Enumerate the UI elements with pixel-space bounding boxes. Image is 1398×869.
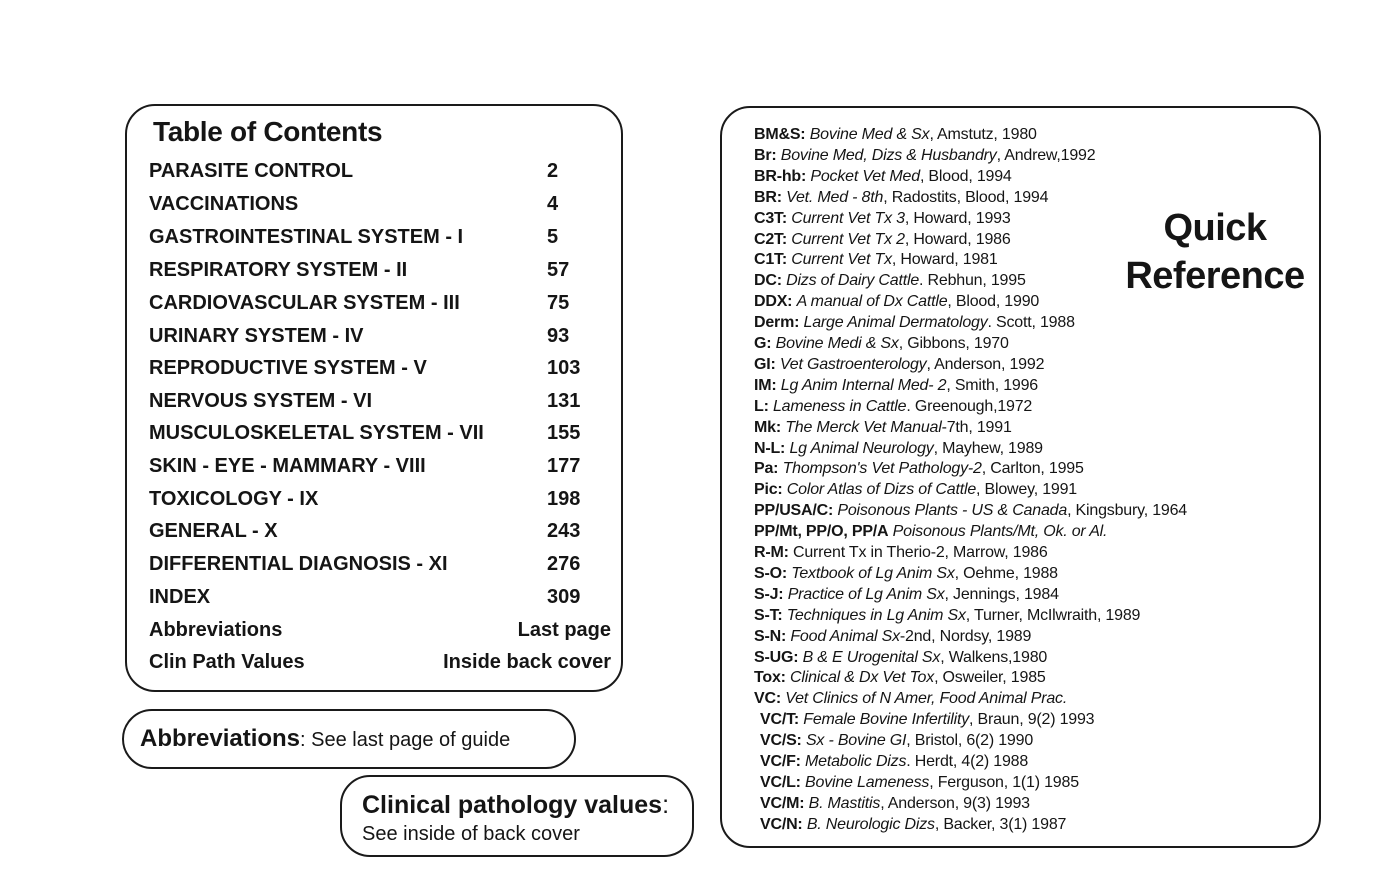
reference-entry: [754, 584, 1059, 605]
reference-author-year: , Amstutz, 1980: [929, 126, 1037, 143]
toc-entry-page: 177: [547, 455, 581, 477]
reference-code: VC/S:: [760, 732, 802, 750]
reference-author-year: , Marrow, 1986: [944, 544, 1048, 561]
reference-title: Bovine Med & Sx: [809, 126, 930, 143]
toc-entry: [149, 549, 589, 579]
toc-entry-page: 103: [547, 357, 581, 379]
reference-title: The Merck Vet Manual: [785, 418, 942, 436]
reference-code: PP/USA/C:: [754, 502, 834, 520]
reference-code: G:: [754, 335, 772, 352]
toc-entry-page: 75: [547, 292, 570, 314]
reference-entry: [754, 647, 1047, 668]
reference-author-year: . Greenough,1972: [906, 397, 1033, 415]
reference-title: Color Atlas of Dizs of Cattle: [786, 481, 977, 499]
toc-entry-label: NERVOUS SYSTEM - VI: [149, 390, 373, 412]
reference-author-year: , Blood, 1990: [947, 293, 1040, 311]
toc-entry: [149, 189, 589, 219]
toc-entry-page: Inside back cover: [443, 651, 611, 673]
reference-author-year: , Anderson, 1992: [926, 355, 1045, 373]
reference-code: VC:: [754, 690, 781, 708]
reference-author-year: . Herdt, 4(2) 1988: [906, 753, 1029, 770]
reference-entry: [754, 354, 1044, 375]
reference-author-year: , Anderson, 9(3) 1993: [880, 794, 1030, 812]
reference-title: B. Neurologic Dizs: [806, 815, 935, 833]
reference-title: Vet Gastroenterology: [779, 355, 927, 373]
reference-author-year: , Howard, 1993: [904, 209, 1011, 227]
reference-code: N-L:: [754, 439, 786, 457]
reference-title: Current Vet Tx: [791, 251, 892, 269]
reference-entry: [760, 730, 1033, 751]
reference-author-year: , Gibbons, 1970: [898, 335, 1009, 352]
reference-title: Dizs of Dairy Cattle: [786, 272, 920, 290]
reference-entry: [754, 563, 1058, 584]
toc-entry-page: 198: [547, 488, 581, 510]
reference-title: Sx - Bovine GI: [805, 732, 907, 750]
reference-title: Bovine Med, Dizs & Husbandry: [780, 146, 997, 164]
toc-entry: [149, 156, 589, 186]
toc-entry: [149, 647, 611, 677]
reference-title: Vet Clinics of N Amer, Food Animal Prac.: [785, 690, 1068, 708]
abbreviations-note-detail: : See last page of guide: [300, 729, 511, 751]
reference-code: DDX:: [754, 293, 793, 311]
toc-title: Table of Contents: [153, 116, 383, 147]
reference-author-year: , Howard, 1986: [904, 230, 1011, 248]
reference-author-year: , Walkens,1980: [940, 648, 1048, 666]
reference-code: PP/Mt, PP/O, PP/A: [754, 523, 889, 541]
toc-entry-page: 243: [547, 520, 581, 542]
reference-author-year: , Kingsbury, 1964: [1067, 502, 1187, 520]
toc-entry-page: Last page: [517, 619, 611, 641]
reference-author-year: , Backer, 3(1) 1987: [934, 815, 1067, 833]
reference-entry: [754, 417, 1012, 438]
reference-entry: [760, 814, 1066, 835]
reference-entry: [754, 229, 1011, 250]
toc-entry: [149, 582, 589, 612]
clinical-pathology-label: Clinical pathology values: [362, 791, 663, 819]
reference-code: S-T:: [754, 606, 783, 624]
reference-code: S-O:: [754, 564, 787, 582]
toc-entry-label: VACCINATIONS: [149, 193, 299, 215]
reference-author-year: -2nd, Nordsy, 1989: [899, 627, 1032, 645]
reference-code: BR:: [754, 188, 782, 206]
reference-entry: [754, 521, 1107, 542]
clinical-pathology-title: [362, 791, 669, 820]
table-of-contents-panel: [125, 104, 623, 692]
reference-entry: [760, 772, 1079, 793]
quick-reference-title-line1: Quick: [1163, 207, 1267, 249]
toc-entry-label: DIFFERENTIAL DIAGNOSIS - XI: [149, 553, 448, 575]
reference-entry: [754, 124, 1037, 145]
reference-title: Thompson's Vet Pathology-2: [782, 460, 982, 478]
clinical-pathology-note: [340, 775, 694, 857]
reference-author-year: , Mayhew, 1989: [933, 439, 1043, 457]
reference-entry: [754, 458, 1084, 479]
abbreviations-note-text: [140, 725, 510, 753]
toc-entry: [149, 222, 589, 252]
clinical-pathology-detail: See inside of back cover: [362, 823, 580, 845]
reference-title: Bovine Lameness: [805, 773, 930, 791]
reference-author-year: , Bristol, 6(2) 1990: [906, 732, 1034, 750]
toc-entry-page: 2: [547, 160, 559, 182]
toc-entry-label: SKIN - EYE - MAMMARY - VIII: [149, 455, 426, 477]
reference-code: VC/M:: [760, 794, 805, 812]
reference-code: R-M:: [754, 544, 789, 561]
reference-code: C3T:: [754, 209, 787, 227]
reference-code: DC:: [754, 272, 782, 290]
reference-entry: [760, 709, 1094, 730]
toc-entry: [149, 418, 589, 448]
reference-author-year: , Ferguson, 1(1) 1985: [929, 773, 1079, 791]
reference-title: B & E Urogenital Sx: [802, 648, 941, 666]
toc-entry: [149, 615, 611, 645]
reference-title: Lg Anim Internal Med- 2: [780, 376, 947, 394]
reference-title: Lameness in Cattle: [772, 397, 907, 415]
reference-code: Pa:: [754, 460, 779, 478]
toc-entry-page: 93: [547, 325, 570, 347]
reference-author-year: , Smith, 1996: [946, 376, 1039, 394]
reference-title: Current Tx in Therio-2: [793, 544, 945, 561]
reference-author-year: , Braun, 9(2) 1993: [969, 711, 1095, 729]
reference-title: Female Bovine Infertility: [803, 711, 970, 729]
reference-title: Practice of Lg Anim Sx: [787, 585, 945, 603]
reference-title: B. Mastitis: [808, 794, 881, 812]
reference-entry: [754, 166, 1012, 187]
reference-title: A manual of Dx Cattle: [796, 293, 948, 311]
toc-entry-page: 276: [547, 553, 581, 575]
reference-title: Large Animal Dermatology: [803, 314, 988, 332]
quick-reference-title: [1110, 204, 1320, 300]
reference-title: Poisonous Plants/Mt, Ok. or Al.: [892, 523, 1108, 541]
abbreviations-note: [122, 709, 576, 769]
toc-entry-label: GENERAL - X: [149, 520, 278, 542]
reference-title: Current Vet Tx 2: [791, 230, 905, 248]
toc-entry: [149, 484, 589, 514]
reference-code: S-UG:: [754, 648, 799, 666]
reference-entry: [754, 145, 1095, 166]
toc-entry: [149, 451, 589, 481]
toc-entry: [149, 386, 589, 416]
reference-author-year: , Oehme, 1988: [954, 564, 1058, 582]
reference-code: Tox:: [754, 669, 786, 687]
toc-entry: [149, 516, 589, 546]
reference-code: C1T:: [754, 251, 787, 269]
reference-author-year: , Turner, McIlwraith, 1989: [965, 606, 1141, 624]
toc-entry-label: REPRODUCTIVE SYSTEM - V: [149, 357, 427, 379]
reference-author-year: , Blowey, 1991: [976, 481, 1077, 499]
toc-entry: [149, 353, 589, 383]
reference-entry: [754, 208, 1011, 229]
toc-entry-page: 155: [547, 422, 581, 444]
reference-title: Textbook of Lg Anim Sx: [791, 564, 955, 582]
reference-entry: [754, 396, 1032, 417]
reference-code: S-J:: [754, 585, 784, 603]
toc-entry-label: TOXICOLOGY - IX: [149, 488, 319, 510]
reference-code: L:: [754, 397, 769, 415]
reference-entry: [754, 542, 1048, 563]
reference-entry: [754, 333, 1009, 354]
toc-entry: [149, 321, 589, 351]
toc-entry-label: URINARY SYSTEM - IV: [149, 325, 364, 347]
reference-title: Lg Animal Neurology: [789, 439, 934, 457]
reference-title: Techniques in Lg Anim Sx: [786, 606, 966, 624]
quick-reference-title-line2: Reference: [1125, 255, 1305, 297]
reference-entry: [754, 270, 1026, 291]
reference-code: Mk:: [754, 418, 781, 436]
reference-code: Br:: [754, 146, 777, 164]
reference-entry: [760, 793, 1030, 814]
reference-entry: [754, 667, 1046, 688]
quick-reference-panel: [720, 106, 1321, 848]
reference-title: Vet. Med - 8th: [786, 188, 884, 206]
toc-entry-label: Clin Path Values: [149, 651, 305, 673]
reference-author-year: . Rebhun, 1995: [919, 272, 1026, 290]
reference-entry: [754, 500, 1187, 521]
reference-code: IM:: [754, 376, 777, 394]
reference-code: S-N:: [754, 627, 787, 645]
toc-entry-page: 131: [547, 390, 581, 412]
clinical-pathology-colon: :: [662, 791, 670, 819]
reference-author-year: , Radostits, Blood, 1994: [883, 188, 1049, 206]
toc-entry: [149, 288, 589, 318]
reference-entry: [754, 626, 1031, 647]
reference-code: Derm:: [754, 314, 800, 332]
reference-entry: [754, 312, 1075, 333]
reference-title: Bovine Medi & Sx: [775, 335, 899, 352]
reference-title: Poisonous Plants - US & Canada: [837, 502, 1068, 520]
reference-title: Current Vet Tx 3: [791, 209, 905, 227]
reference-entry: [754, 187, 1048, 208]
toc-entry-page: 5: [547, 226, 559, 248]
toc-entry-label: CARDIOVASCULAR SYSTEM - III: [149, 292, 460, 314]
toc-entry-label: INDEX: [149, 586, 211, 608]
reference-entry: [760, 751, 1028, 772]
reference-code: BM&S:: [754, 126, 806, 143]
reference-author-year: , Blood, 1994: [919, 167, 1012, 185]
reference-entry: [754, 291, 1039, 312]
reference-code: VC/F:: [760, 753, 801, 770]
reference-code: BR-hb:: [754, 167, 807, 185]
reference-entry: [754, 249, 998, 270]
reference-entry: [754, 375, 1038, 396]
abbreviations-note-label: Abbreviations: [140, 725, 301, 752]
reference-author-year: , Osweiler, 1985: [934, 669, 1046, 687]
toc-entry-label: RESPIRATORY SYSTEM - II: [149, 259, 408, 281]
reference-author-year: , Carlton, 1995: [981, 460, 1084, 478]
reference-title: Clinical & Dx Vet Tox: [790, 669, 935, 687]
reference-author-year: , Andrew,1992: [996, 146, 1096, 164]
toc-entry-page: 4: [547, 193, 559, 215]
reference-code: VC/L:: [760, 773, 801, 791]
reference-title: Pocket Vet Med: [810, 167, 920, 185]
reference-author-year: -7th, 1991: [941, 418, 1012, 436]
toc-entry-page: 309: [547, 586, 581, 608]
reference-entry: [754, 479, 1077, 500]
reference-code: Pic:: [754, 481, 783, 499]
reference-code: VC/T:: [760, 711, 800, 729]
toc-entry-page: 57: [547, 259, 570, 281]
reference-title: Metabolic Dizs: [805, 753, 907, 770]
toc-entry-label: MUSCULOSKELETAL SYSTEM - VII: [149, 422, 484, 444]
reference-author-year: , Howard, 1981: [891, 251, 998, 269]
reference-author-year: . Scott, 1988: [987, 314, 1075, 332]
toc-entry-label: PARASITE CONTROL: [149, 160, 354, 182]
reference-entry: [754, 605, 1140, 626]
toc-entry: [149, 255, 589, 285]
reference-title: Food Animal Sx: [790, 627, 900, 645]
toc-entry-label: Abbreviations: [149, 619, 283, 641]
reference-code: VC/N:: [760, 815, 803, 833]
reference-entry: [754, 438, 1043, 459]
reference-author-year: , Jennings, 1984: [944, 585, 1059, 603]
toc-entry-label: GASTROINTESTINAL SYSTEM - I: [149, 226, 464, 248]
reference-entry: [754, 688, 1067, 709]
reference-code: C2T:: [754, 230, 787, 248]
reference-code: GI:: [754, 355, 776, 373]
